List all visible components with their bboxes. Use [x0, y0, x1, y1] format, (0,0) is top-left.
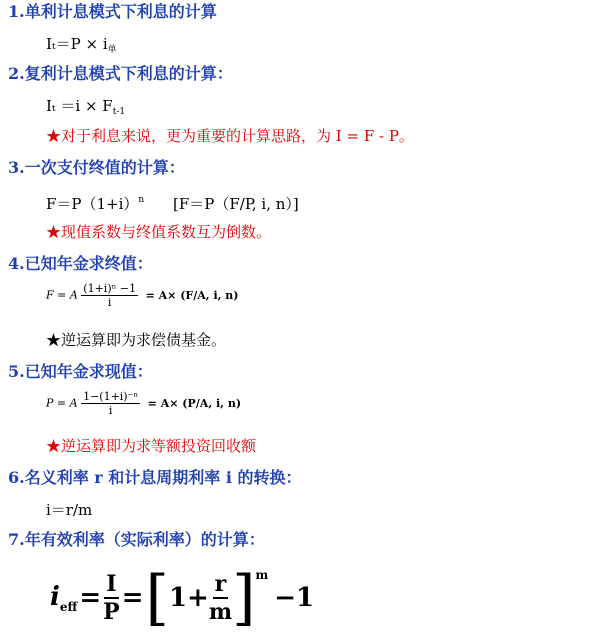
star-icon: ★ [46, 331, 62, 349]
star-icon: ★ [46, 437, 62, 455]
formula-1: $I_t=P \times i_单$ [46, 35, 117, 55]
formula-3: $F=P(1+i)^n$ [F＝P（F/P, i, n）] [46, 195, 299, 213]
star-icon: ★ [46, 127, 62, 145]
formula-7: $i_{eff}$ = $\frac{I}{P}$ = [ 1+ $\frac{r}{m}$ ] m −1 [50, 563, 315, 633]
heading-5: 5.已知年金求现值： [8, 362, 153, 381]
note-4: ★逆运算即为求偿债基金。 [46, 331, 227, 349]
heading-4: 4.已知年金求终值： [8, 254, 153, 273]
formula-2: $I_t =i \times F_{t-1}$ [46, 97, 126, 117]
formula-4: F = A $\frac{\text{(1+i)ⁿ −1}}{i}$ = A× (F/A, i, n) [46, 282, 239, 309]
heading-2: 2.复利计息模式下利息的计算： [8, 64, 233, 83]
formula-7-lhs: $i_{eff}$ [50, 582, 78, 614]
note-5: ★逆运算即为求等额投资回收额 [46, 437, 257, 455]
note-2: ★对于利息来说，更为重要的计算思路，为 I = F - P。 [46, 127, 414, 145]
formula-6: i＝r/m [46, 501, 93, 519]
star-icon: ★ [46, 223, 62, 241]
heading-1: 1.单利计息模式下利息的计算 [8, 2, 217, 21]
heading-6: 6.名义利率 r 和计息周期利率 i 的转换： [8, 468, 302, 487]
heading-7: 7.年有效利率（实际利率）的计算： [8, 530, 265, 549]
heading-3: 3.一次支付终值的计算： [8, 158, 185, 177]
formula-5: P = A $\frac{\text{1−(1+i)⁻ⁿ}}{i}$ = A× (P/A, i, n) [46, 390, 242, 417]
note-3: ★现值系数与终值系数互为倒数。 [46, 223, 272, 241]
